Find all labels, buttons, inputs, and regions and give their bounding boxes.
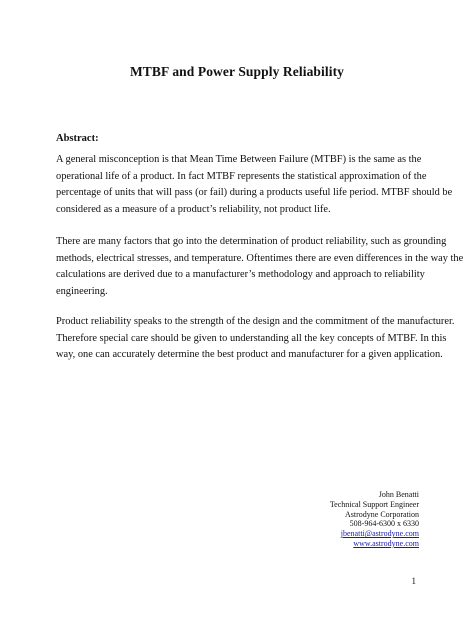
signature-role: Technical Support Engineer [329, 499, 419, 509]
paragraph-2-line-3: calculations are derived due to a manufacturer’s methodology and approach to reliability [56, 269, 425, 280]
paragraph-1-line-1: A general misconception is that Mean Time Between Failure (MTBF) is the same as the [56, 154, 422, 165]
abstract-heading: Abstract: [56, 133, 99, 144]
signature-email-link[interactable]: jbenatti@astrodyne.com [340, 529, 419, 539]
paragraph-3 [56, 314, 455, 364]
signature-website-link[interactable]: www.astrodyne.com [353, 538, 419, 548]
paragraph-3-line-3: way, one can accurately determine the best product and manufacturer for a given application. [56, 349, 443, 360]
signature-name: John Benatti [378, 490, 419, 499]
paragraph-1-line-2: operational life of a product. In fact MTBF represents the statistical approximation of the [56, 170, 427, 182]
signature-phone: 508-964-6300 x 6330 [349, 519, 419, 529]
paragraph-1 [56, 152, 453, 218]
paragraph-1-line-3: percentage of units that will pass (or fail) during a products useful life period. MTBF should be [56, 187, 453, 198]
paragraph-2-line-4: engineering. [56, 285, 108, 297]
paragraph-2 [56, 234, 464, 300]
signature-company: Astrodyne Corporation [345, 509, 419, 519]
page-number: 1 [411, 576, 416, 586]
signature-block [330, 490, 419, 549]
document-title: MTBF and Power Supply Reliability [129, 64, 345, 79]
paragraph-2-line-2: methods, electrical stresses, and temperature. Oftentimes there are even differences in the way the [56, 252, 464, 264]
paragraph-3-line-2: Therefore special care should be given to understanding all the key concepts of MTBF. In this [56, 332, 447, 344]
paragraph-3-line-1: Product reliability speaks to the strength of the design and the commitment of the manufacturer. [56, 316, 455, 327]
paragraph-2-line-1: There are many factors that go into the determination of product reliability, such as grounding [56, 236, 447, 247]
paragraph-1-line-4: considered as a measure of a product’s reliability, not product life. [56, 203, 331, 215]
